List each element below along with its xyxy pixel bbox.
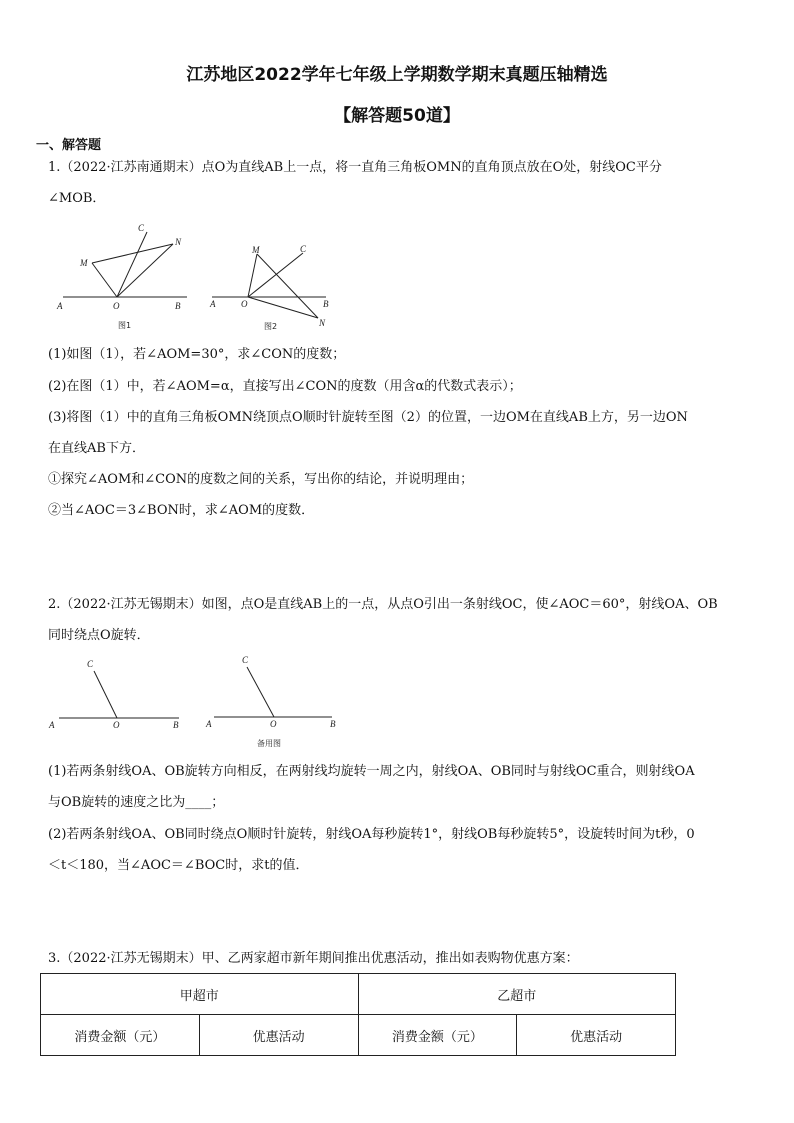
q1-figure-2 bbox=[208, 240, 338, 344]
fig2-caption: 图2 bbox=[264, 322, 278, 331]
fig1-label-m: M bbox=[80, 258, 88, 268]
table-cell-offer-yi: 优惠活动 bbox=[517, 1015, 676, 1056]
q2-part2-line2: ＜t＜180，当∠AOC＝∠BOC时，求t的值． bbox=[48, 858, 309, 873]
q1-part3-line2: 在直线AB下方． bbox=[48, 441, 145, 456]
q1-figure-1 bbox=[55, 220, 195, 339]
q2-figure-1 bbox=[45, 652, 190, 741]
q3-stem: 3.（2022·江苏无锡期末）甲、乙两家超市新年期间推出优惠活动，推出如表购物优惠方案： bbox=[48, 951, 579, 966]
fig2-label-a: A bbox=[210, 299, 216, 309]
q2-figure-2 bbox=[200, 650, 345, 759]
table-cell-offer-jia: 优惠活动 bbox=[199, 1015, 358, 1056]
table-header-jia: 甲超市 bbox=[41, 974, 359, 1015]
q1-stem-line1: 1.（2022·江苏南通期末）点O为直线AB上一点，将一直角三角板OMN的直角顶点放在O处，射线OC平分 bbox=[48, 160, 662, 175]
fig1-caption: 图1 bbox=[118, 321, 132, 330]
fig2-label-b: B bbox=[323, 299, 329, 309]
q2-fig2-label-c: C bbox=[242, 655, 249, 665]
fig2-label-c: C bbox=[300, 244, 307, 254]
fig1-label-o: O bbox=[113, 301, 120, 311]
page-subtitle: 【解答题50道】 bbox=[334, 106, 460, 126]
q2-fig1-label-b: B bbox=[173, 720, 179, 730]
q2-fig2-label-b: B bbox=[330, 719, 336, 729]
q2-fig2-label-o: O bbox=[270, 719, 277, 729]
q1-part3-sub1: ①探究∠AOM和∠CON的度数之间的关系，写出你的结论，并说明理由； bbox=[48, 472, 474, 487]
table-cell-amount-yi: 消费金额（元） bbox=[358, 1015, 517, 1056]
q2-fig2-caption: 备用图 bbox=[257, 739, 281, 748]
q2-stem-line1: 2.（2022·江苏无锡期末）如图，点O是直线AB上的一点，从点O引出一条射线OC，使∠AOC＝60°，射线OA、OB bbox=[48, 597, 718, 612]
table-cell-amount-jia: 消费金额（元） bbox=[41, 1015, 200, 1056]
fig2-label-m: M bbox=[252, 245, 260, 255]
q1-stem-line2: ∠MOB． bbox=[48, 191, 106, 206]
q2-part1-line1: (1)若两条射线OA、OB旋转方向相反，在两射线均旋转一周之内，射线OA、OB同时与射线OC重合，则射线OA bbox=[48, 764, 695, 779]
q2-fig2-label-a: A bbox=[206, 719, 212, 729]
fig2-label-n: N bbox=[319, 318, 326, 328]
table-header-yi: 乙超市 bbox=[358, 974, 676, 1015]
q1-part3-line1: (3)将图（1）中的直角三角板OMN绕顶点O顺时针旋转至图（2）的位置，一边OM在直线AB上方，另一边ON bbox=[48, 410, 688, 425]
fig1-label-c: C bbox=[138, 223, 145, 233]
q2-part1-line2: 与OB旋转的速度之比为____； bbox=[48, 795, 225, 810]
q2-fig1-label-c: C bbox=[87, 659, 94, 669]
fig1-label-b: B bbox=[175, 301, 181, 311]
section-heading: 一、解答题 bbox=[36, 138, 102, 153]
q2-fig1-label-a: A bbox=[49, 720, 55, 730]
q2-part2-line1: (2)若两条射线OA、OB同时绕点O顺时针旋转，射线OA每秒旋转1°，射线OB每秒旋转5°，设旋转时间为t秒，0 bbox=[48, 827, 695, 842]
page-title: 江苏地区2022学年七年级上学期数学期末真题压轴精选 bbox=[186, 65, 608, 85]
q1-part1: (1)如图（1），若∠AOM=30°，求∠CON的度数； bbox=[48, 347, 346, 362]
q2-stem-line2: 同时绕点O旋转． bbox=[48, 628, 150, 643]
fig1-label-n: N bbox=[175, 237, 182, 247]
fig2-label-o: O bbox=[241, 299, 248, 309]
table-header-row bbox=[41, 974, 676, 1015]
q1-part3-sub2: ②当∠AOC＝3∠BON时，求∠AOM的度数． bbox=[48, 503, 315, 518]
fig1-label-a: A bbox=[57, 301, 63, 311]
table-subheader-row bbox=[41, 1015, 676, 1056]
q2-fig1-label-o: O bbox=[113, 720, 120, 730]
discount-table bbox=[40, 973, 676, 1056]
q1-part2: (2)在图（1）中，若∠AOM=α，直接写出∠CON的度数（用含α的代数式表示）； bbox=[48, 379, 522, 394]
